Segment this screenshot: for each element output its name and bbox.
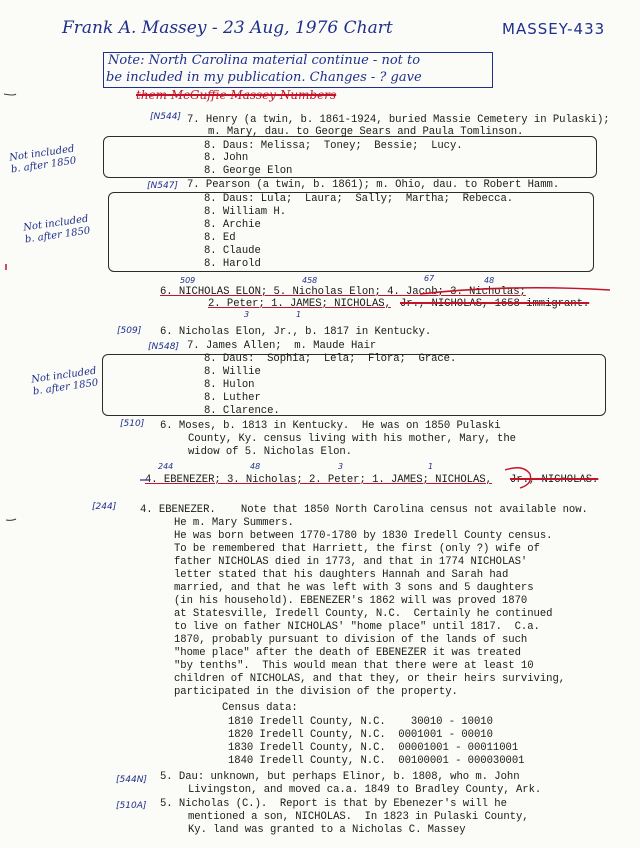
line-moses-2: County, Ky. census living with his mother, Mary, the — [188, 433, 516, 445]
line-nicholas-elon-lineage: 6. NICHOLAS ELON; 5. Nicholas Elon; 4. Jacob; 3. Nicholas; — [160, 286, 526, 298]
line-henry-john: 8. John — [204, 152, 249, 164]
line-ebenezer-p11: "by tenths". This would mean that there were at least 10 — [174, 660, 534, 672]
census-1810: 1810 Iredell County, N.C. 30010 - 10010 — [228, 716, 493, 728]
line-james-allen-clarence: 8. Clarence. — [204, 405, 280, 417]
line-ebenezer-p2: To be remembered that Harriett, the first (only ?) wife of — [174, 543, 540, 555]
sup-2: 458 — [302, 276, 318, 285]
side-note-3: Not included b. after 1850 — [30, 365, 99, 398]
line-dau-2: Livingston, and moved ca.a. 1849 to Bradley County, Ark. — [188, 784, 542, 796]
sup-9: 3 — [338, 462, 344, 471]
line-james-allen-luther: 8. Luther — [204, 392, 261, 404]
line-ebenezer-p3: father NICHOLAS died in 1773, and that in 1774 NICHOLAS' — [174, 556, 528, 568]
line-ebenezer-p9: 1870, probably pursuant to division of the lands of such — [174, 634, 528, 646]
sup-3: 67 — [424, 274, 435, 283]
line-pearson-archie: 8. Archie — [204, 219, 261, 231]
tag-dau: [544N] — [116, 775, 147, 785]
line-ebenezer-married: He m. Mary Summers. — [174, 517, 294, 529]
line-ebenezer-p8: to live on father NICHOLAS' "home place" until 1817. C.a. — [174, 621, 540, 633]
line-ebenezer-p7: at Statesville, Iredell County, N.C. Certainly he continued — [174, 608, 553, 620]
sup-8: 48 — [250, 462, 261, 471]
line-ebenezer-lineage-struck: Jr., NICHOLAS. — [510, 474, 599, 486]
line-james-allen-hulon: 8. Hulon — [204, 379, 255, 391]
line-henry-daus: 8. Daus: Melissa; Toney; Bessie; Lucy. — [204, 140, 463, 152]
line-james-allen-willie: 8. Willie — [204, 366, 261, 378]
line-ebenezer-p4: letter stated that his daughters Hannah and Sarah had — [174, 569, 509, 581]
sup-5: 3 — [244, 310, 250, 319]
line-nicholas-c-2: mentioned a son, NICHOLAS. In 1823 in Pulaski County, — [188, 811, 529, 823]
sup-4: 48 — [484, 276, 495, 285]
line-ebenezer-p1: He was born between 1770-1780 by 1830 Iredell County census. — [174, 530, 553, 542]
side-note-2: Not included b. after 1850 — [22, 213, 91, 246]
line-pearson-william: 8. William H. — [204, 206, 286, 218]
line-ebenezer-p6: (in his household). EBENEZER's 1862 will was proved 1870 — [174, 595, 528, 607]
tag-nicholas-elon-jr: [509] — [117, 326, 142, 336]
line-henry: 7. Henry (a twin, b. 1861-1924, buried Massie Cemetery in Pulaski); — [187, 114, 610, 126]
tag-ebenezer: [244] — [92, 502, 117, 512]
line-moses: 6. Moses, b. 1813 in Kentucky. He was on 1850 Pulaski — [160, 420, 501, 432]
sup-1: 509 — [180, 276, 196, 285]
line-henry-george: 8. George Elon — [204, 165, 293, 177]
line-ebenezer-heading: 4. EBENEZER. Note that 1850 North Carolina census not available now. — [140, 504, 588, 516]
sup-10: 1 — [428, 462, 434, 471]
line-james-allen-daus: 8. Daus: Sophia; Lela; Flora; Grace. — [204, 353, 457, 365]
line-pearson-ed: 8. Ed — [204, 232, 236, 244]
line-ebenezer-p5: married, and that he was left with 3 sons and 5 daughters — [174, 582, 534, 594]
line-ebenezer-p13: participated in the division of the property. — [174, 686, 458, 698]
note-line-2: be included in my publication. Changes - ? gave — [106, 70, 422, 85]
line-nicholas-c: 5. Nicholas (C.). Report is that by Ebenezer's will he — [160, 798, 507, 810]
header-id: MASSEY-433 — [502, 20, 606, 38]
note-line-3: them McGuffie Massey Numbers — [136, 88, 337, 102]
sup-7: 244 — [158, 462, 174, 471]
line-nicholas-elon-jr: 6. Nicholas Elon, Jr., b. 1817 in Kentucky. — [160, 326, 432, 338]
tag-nicholas-c: [510A] — [116, 801, 147, 811]
header-title: Frank A. Massey - 23 Aug, 1976 Chart — [62, 18, 393, 38]
tag-james-allen: [N548] — [148, 342, 179, 352]
line-james-allen: 7. James Allen; m. Maude Hair — [187, 340, 377, 352]
line-pearson: 7. Pearson (a twin, b. 1861); m. Ohio, dau. to Robert Hamm. — [187, 179, 560, 191]
line-nicholas-c-3: Ky. land was granted to a Nicholas C. Massey — [188, 824, 466, 836]
census-1840: 1840 Iredell County, N.C. 00100001 - 000030001 — [228, 755, 525, 767]
line-dau: 5. Dau: unknown, but perhaps Elinor, b. 1808, who m. John — [160, 771, 520, 783]
line-ebenezer-p12: children of NICHOLAS, and that they, or their heirs surviving, — [174, 673, 566, 685]
note-line-1: Note: North Carolina material continue - not to — [108, 53, 421, 68]
line-pearson-claude: 8. Claude — [204, 245, 261, 257]
census-heading: Census data: — [222, 702, 298, 714]
side-note-1: Not included b. after 1850 — [8, 143, 77, 176]
census-1830: 1830 Iredell County, N.C. 00001001 - 00011001 — [228, 742, 519, 754]
census-1820: 1820 Iredell County, N.C. 0001001 - 00010 — [228, 729, 493, 741]
line-moses-3: widow of 5. Nicholas Elon. — [188, 446, 352, 458]
tag-pearson: [N547] — [147, 181, 178, 191]
line-nicholas-elon-lineage-2: 2. Peter; 1. JAMES; NICHOLAS, — [208, 298, 391, 310]
line-nicholas-elon-lineage-struck: Jr., NICHOLAS, 1658 immigrant. — [400, 298, 590, 310]
line-henry-spouse: m. Mary, dau. to George Sears and Paula Tomlinson. — [208, 126, 524, 138]
line-ebenezer-p10: "home place" after the death of EBENEZER it was treated — [174, 647, 521, 659]
sup-6: 1 — [296, 310, 302, 319]
tag-henry: [N544] — [150, 112, 181, 122]
tag-moses: [510] — [120, 419, 145, 429]
line-pearson-daus: 8. Daus: Lula; Laura; Sally; Martha; Rebecca. — [204, 193, 514, 205]
line-pearson-harold: 8. Harold — [204, 258, 261, 270]
line-ebenezer-lineage: 4. EBENEZER; 3. Nicholas; 2. Peter; 1. JAMES; NICHOLAS, — [145, 474, 492, 486]
